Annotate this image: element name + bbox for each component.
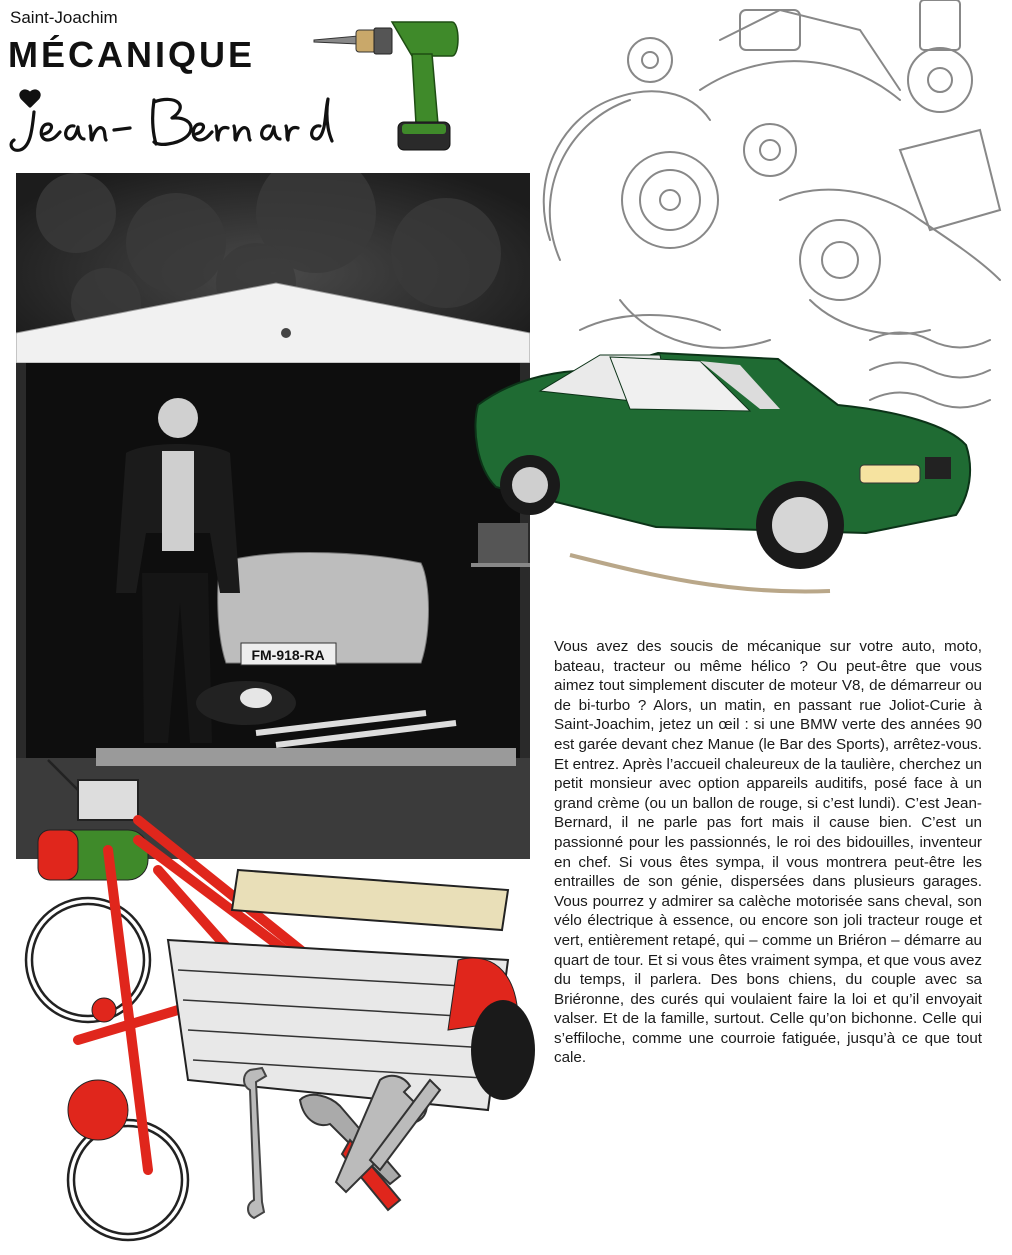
green-car-illustration (470, 345, 990, 605)
place-name: Saint-Joachim (10, 8, 118, 27)
license-plate: FM-918-RA (251, 647, 325, 663)
article-paragraph: Vous avez des soucis de mécanique sur votre auto, moto, bateau, tracteur ou même hélico ? Ou peut-être que vous aimez tout simplement discuter de moteur V8, de démarreur ou de bi-turbo ? Alors, un matin, en passant rue Joliot-Curie à Saint-Joachim, jetez un œil : si une BMW verte des années 90 est garée devant chez Manue (le Bar des Sports), arrêtez-vous. Et entrez. Après l’accueil chaleureux de la taulière, cherchez un petit monsieur avec option appareils auditifs, posé face à un grand crème (ou un ballon de rouge, si c’est lundi). C’est Jean-Bernard, il ne parle pas fort mais il cause bien. C’est un passionné pour les passionnés, le roi des bidouilles, inventeur en chef. Si vous êtes sympa, il vous montrera peut-être les entrailles de son génie, dispersées dans plusieurs garages. Vous pourrez y admirer sa calèche motorisée sans cheval, son vélo électrique à essence, ou encore son joli tracteur rouge et vert, entièrement retapé, qui – comme un Briéron – démarre au quart de tour. Et si vous êtes vraiment sympa, et que vous avez du temps, il parlera. Des bons chiens, du couple avec sa Briéronne, des curés qui voulaient faire la loi et qu’il envoyait valser. Et de la famille, surtout. Celle qu’on bichonne. Celle qui s’effiloche, comme une courroie fatiguée, jusqu’à ce que tout cale. (554, 638, 982, 1067)
article-body (554, 637, 982, 1068)
tools-illustration (230, 1060, 480, 1220)
drill-illustration (312, 8, 462, 158)
page-title: MÉCANIQUE (8, 34, 256, 75)
